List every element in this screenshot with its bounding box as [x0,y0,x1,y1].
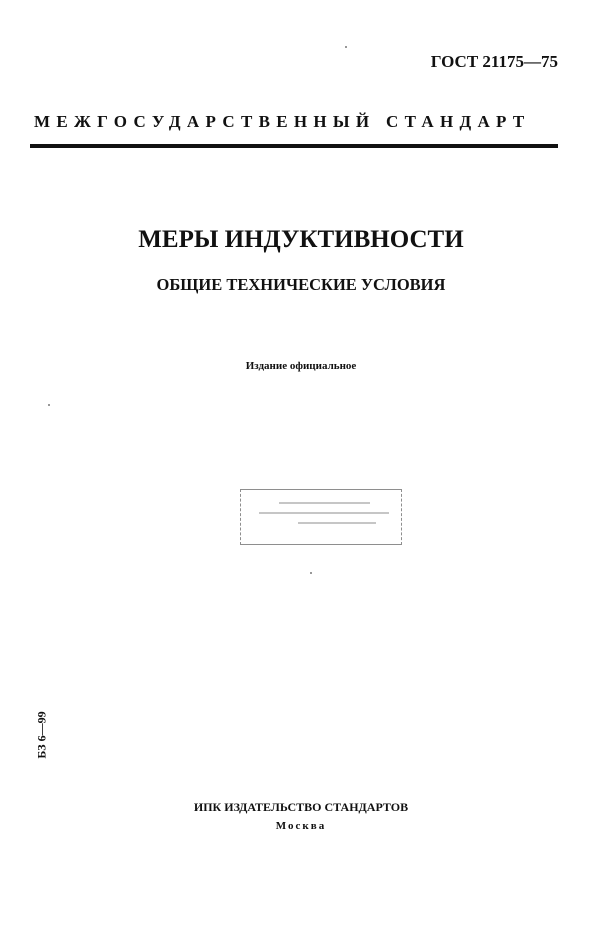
side-mark-text: БЗ 6—99 [34,711,49,759]
publisher-name: ИПК ИЗДАТЕЛЬСТВО СТАНДАРТОВ [193,800,409,814]
document-subtitle: ОБЩИЕ ТЕХНИЧЕСКИЕ УСЛОВИЯ [156,275,446,294]
library-stamp [240,489,402,545]
document-code: ГОСТ 21175—75 [430,52,558,71]
side-mark [12,700,72,770]
speck [345,46,347,48]
publisher-city: Москва [275,820,327,832]
header-divider [30,144,558,148]
speck [310,572,312,574]
stamp-faded-text [259,496,389,532]
edition-note: Издание официальное [245,360,357,372]
document-title: МЕРЫ ИНДУКТИВНОСТИ [138,226,464,253]
speck [48,404,50,406]
standard-category: МЕЖГОСУДАРСТВЕННЫЙ СТАНДАРТ [34,112,531,131]
